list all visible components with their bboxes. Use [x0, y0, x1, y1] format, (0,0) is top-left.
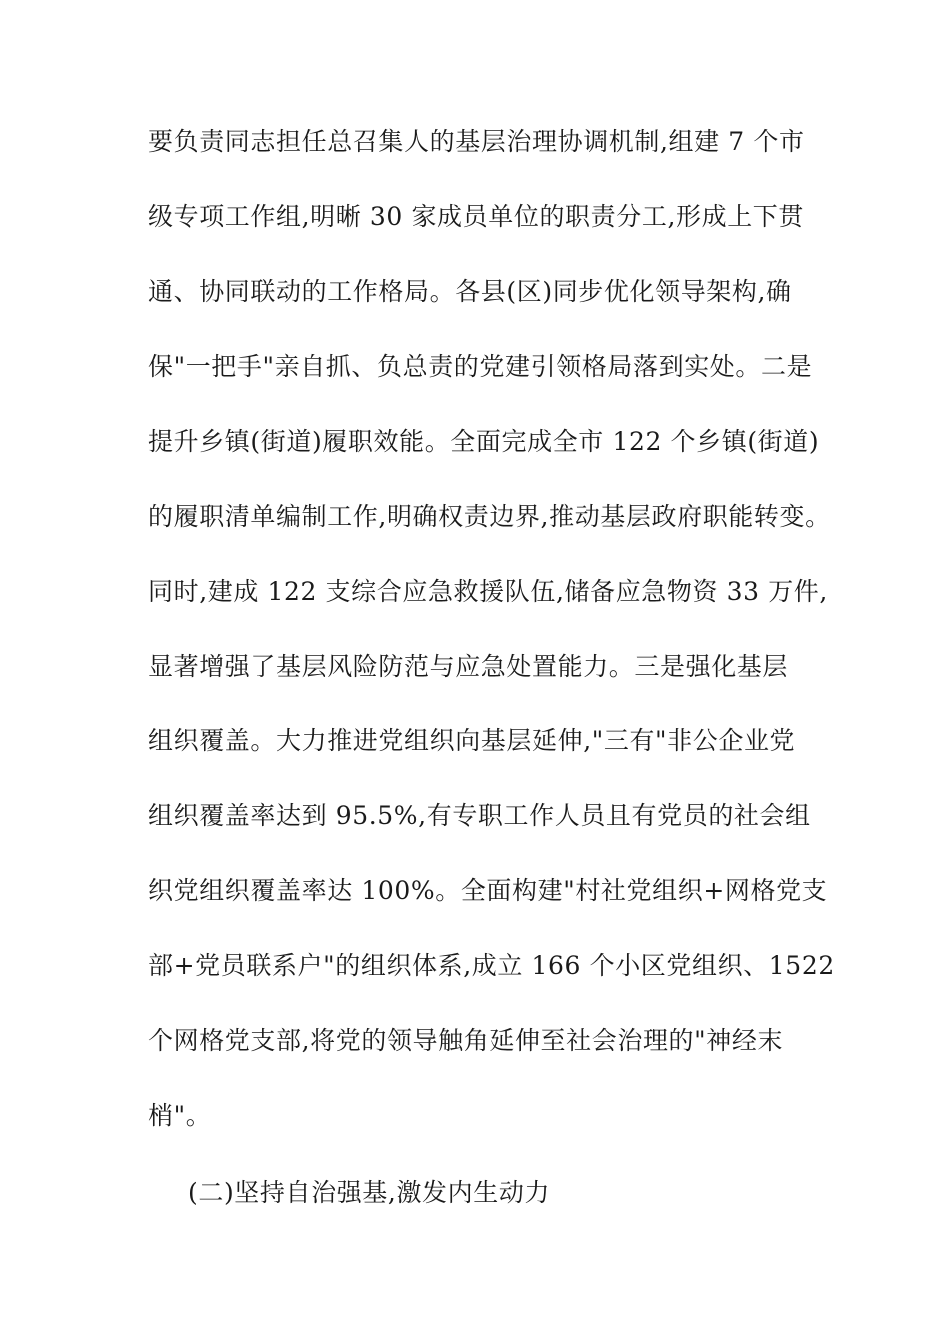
paragraph-line: 织党组织覆盖率达 100%。全面构建"村社党组织+网格党支 [148, 876, 828, 905]
paragraph-line: 级专项工作组,明晰 30 家成员单位的职责分工,形成上下贯 [148, 202, 805, 231]
paragraph-line: 保"一把手"亲自抓、负总责的党建引领格局落到实处。二是 [148, 352, 813, 381]
paragraph-line: 提升乡镇(街道)履职效能。全面完成全市 122 个乡镇(街道) [148, 427, 820, 456]
paragraph-line: 部+党员联系户"的组织体系,成立 166 个小区党组织、1522 [148, 951, 835, 980]
paragraph-line: 梢"。 [148, 1101, 212, 1130]
paragraph-line: 通、协同联动的工作格局。各县(区)同步优化领导架构,确 [148, 277, 792, 306]
paragraph-line: 组织覆盖。大力推进党组织向基层延伸,"三有"非公企业党 [148, 726, 796, 755]
paragraph-line: 显著增强了基层风险防范与应急处置能力。三是强化基层 [148, 652, 789, 681]
paragraph-line: 的履职清单编制工作,明确权责边界,推动基层政府职能转变。 [148, 502, 831, 531]
paragraph-line: 要负责同志担任总召集人的基层治理协调机制,组建 7 个市 [148, 127, 805, 156]
paragraph-line: 同时,建成 122 支综合应急救援队伍,储备应急物资 33 万件, [148, 577, 828, 606]
paragraph-line: 组织覆盖率达到 95.5%,有专职工作人员且有党员的社会组 [148, 801, 811, 830]
section-heading: (二)坚持自治强基,激发内生动力 [188, 1178, 551, 1207]
paragraph-line: 个网格党支部,将党的领导触角延伸至社会治理的"神经末 [148, 1026, 784, 1055]
